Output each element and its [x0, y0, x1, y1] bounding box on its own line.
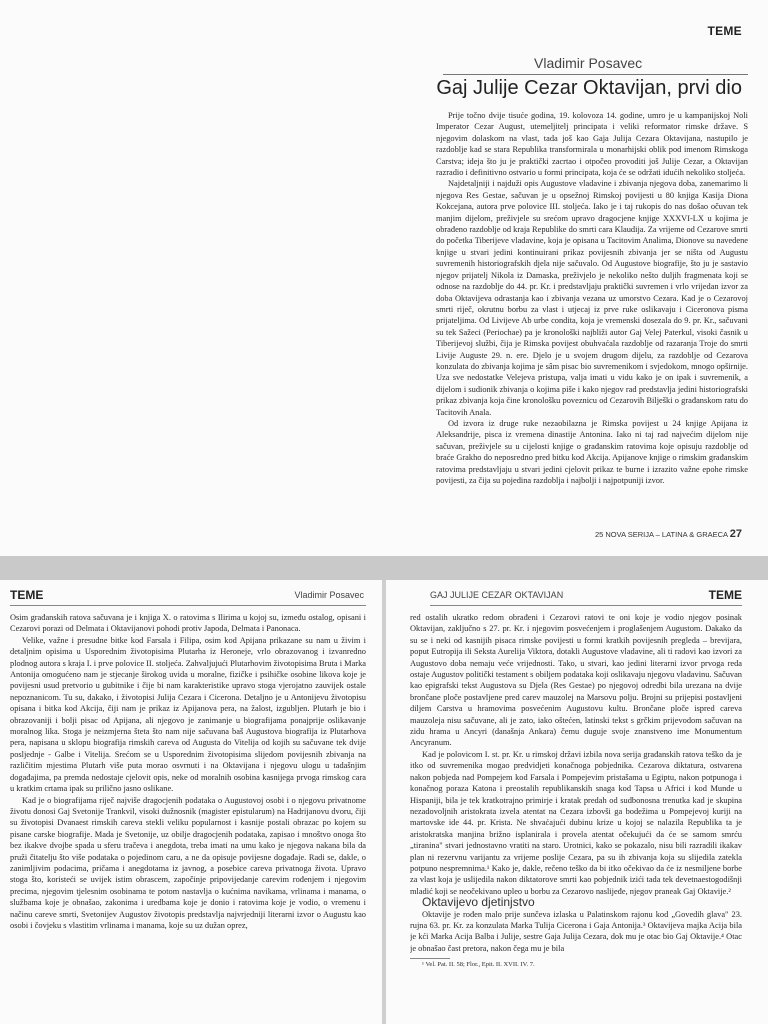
paragraph: Osim građanskih ratova sačuvana je i knjiga X. o ratovima s Ilirima u kojoj su, između ostalog, opisani i Cezarovi porazi od Delmata i Oktavijanovi pohodi protiv Japoda, Delmata i Panonaca. — [10, 613, 366, 634]
column-text — [10, 612, 366, 1024]
title-rule — [443, 74, 748, 75]
column-text — [410, 612, 742, 1024]
footnote-rule — [410, 958, 450, 959]
subheading: Oktavijevo djetinjstvo — [422, 895, 535, 910]
section-tag: TEME — [707, 24, 742, 38]
page-footer — [595, 528, 742, 540]
paragraph: Kad je polovicom I. st. pr. Kr. u rimskoj državi izbila nova serija građanskih ratova teško da je itko od suvremenika mogao predvidjeti konačnoga pobjednika. Cezarova diktatura, ostvarena nakon pobjeda nad Pompejem kod Farsala i Pompejevim pristašama u Egiptu, nakon potpunoga i konačnog poraza Katona i preostalih republikanskih snaga kod Tapsa u Africi i kod Munde u Hispaniji, bila je tek kratkotrajno primirje i kratak predah od sudbonosna trenutka kad je skupina nezadovoljnih aristokrata izvela atentat na Cezara izbovši ga bodežima u Pompejevoj kuriji na martovske ide 44. pr. Krista. Ne shvaćajući dubinu krize u kojoj se nalazila Republika ta je aristokratska manjina brižno isplanirala i provela atentat očekujući da će se samom smrću „tiranina" stvari jednostavno vratiti na staro. Urotnici, kako se pokazalo, nisu bili razradili ikakav plan ni rezervnu varijantu za vrijeme poslije Cezara, pa su ih zbivanja koja su slijedila zatekla potpuno nespremnima.¹ Kako je, dakle, rečeno teško da bi itko očekivao da će iz nesmiljene borbe za vlast koja je uslijedila nakon diktatorove smrti kao pobjednik izići tada tek devetnaestogodišnji mladić koji se neočekivano upleo u borbu za Cezarovo naslijeđe, njegov praneak Gaj Oktavije.² — [410, 749, 742, 896]
bottom-left-page — [0, 580, 382, 1024]
running-author: Vladimir Posavec — [294, 590, 364, 600]
paragraph: Prije točno dvije tisuće godina, 19. kolovoza 14. godine, umro je u kampanijskoj Noli Imperator Cezar August, utemeljitelj principata i veliki reformator rimske države. S njegovim dolaskom na vlast, tada još kao Gaja Julija Cezara Oktavijana, nastupilo je razdoblje kad se stara Republika transformirala u monarhijski oblik pod imenom Rimskoga Carstva; ideja što ju je praktički zacrtao i otpočeo provoditi još Julije Cezar, a Oktavijan razradio i definitivno ostvario u formi principata, koja će se održati idućih nekoliko stoljeća. — [436, 111, 748, 178]
header-rule — [10, 605, 366, 606]
footnote: ¹ Vel. Pat. II. 58; Flor., Epit. II. XVII. IV. 7. — [422, 961, 535, 969]
footer-series: 25 NOVA SERIJA – LATINA & GRAECA — [594, 530, 728, 539]
article-author: Vladimir Posavec — [534, 55, 643, 71]
paragraph: red ostalih ukratko redom obrađeni i Cezarovi ratovi te oni koje je vodio njegov posinak Oktavijan, zaključno s 27. pr. Kr. i njegovim posvećenjem i proglašenjem Augustom. Dakako da su se i neki od kasnijih pisaca rimske povijesti u formi kratkih povijesnih pregleda – brevijara, poput Eutropija ili Seksta Aurelija Viktora, dotakli Augustove vladavine, ali ti radovi kao izvori za Augustovo doba nemaju veće vrijednosti. Tako, u stvari, kao jedini literarni izvor prvoga reda ostaje Augustov politički testament s obiljem podataka koji oslikavaju njegovu vladavinu. Sačuvan kao epigrafski tekst Augustova su Djela (Res Gestae) po njegovoj odredbi bila urezana na dvije brončane ploče postavljene pred carev mauzolej na Marsovu polju. Brojni su prijepisi postavljeni diljem Carstva u hramovima posvećenim Augustovu kultu. Brončane ploče ispred careva mauzoleja nisu sačuvane, ali je zato, iako oštećen, latinski tekst s grčkim prijevodom sačuvan na zidu hrama u Ancyri (današnja Ankara) čemu duguje svoje znanstveno ime Monumentum Ancyranum. — [410, 613, 742, 748]
paragraph: Najdetaljniji i najduži opis Augustove vladavine i zbivanja njegova doba, zanemarimo li njegova Res Gestae, sačuvan je u opsežnoj Rimskoj povijesti u 80 knjiga Kasija Diona Kokcejana, autora prve polovice III. stoljeća. Iako je i taj rukopis do nas došao očuvan tek manjim dijelom, preživjele su srećom upravo dragocjene knjige XXXVI-LX u kojima je obrađeno razdoblje od kraja Republike do smrti cara Klaudija. Za vrijeme od Cezarove smrti do početka Tiberijeve vladavine, koja je opisana u Tacitovim Analima, Dionove su navedene knjige u stvari jedini kontinuirani prikaz povijesnih zbivanja jer se ništa od Augustu suvremenih historiografskih djela nije sačuvalo. Od Augustove biografije, što ju je sastavio njegov prijatelj Nikola iz Damaska, preživjelo je nekoliko nešto duljih fragmenata koji se odnose na razdoblje do 44. pr. Kr. i predstavljaju praktički suvremen i vrlo vrijedan izvor za doba Oktavijeva odrastanja kao i zbivanja vezana uz umorstvo Cezara. Kad je o Cezarovoj smrti riječ, okrutnu borbu za vlast i utjecaj iz prve ruke oslikavaju i Ciceronova pisma prijateljima. Od Livijeve Ab urbe condita, koja je vremenski dosezala do 9. pr. Kr., sačuvani su tek Sažeci (Periochae) pa je kronološki najbliži autor Gaj Velej Paterkul, visoki časnik u Tiberijevoj službi, čija je Rimska povijest obuhvaćala razdoblje od razaranja Troje do smrti Livije Auguste 29. n. ere. Djelo je u svojem drugom dijelu, za razdoblje od Cezarova konzulata do zbivanja kojima je sâm pisac bio suvremenikom i svjedokom, mnogo opširnije. Uza sve nedostatke Velejeva pristupa, valja imati u vidu kako je on ipak i suvremenik, a dijelom i sudionik zbivanja o kojima piše i kako njegov rad predstavlja jedini historiografski prikaz zbivanja koja čine kronološku poveznicu od Cezarovih Bilješki o građanskom ratu do Tacitovih Anala. — [436, 179, 748, 417]
article-body — [436, 110, 748, 525]
section-tag: TEME — [708, 588, 742, 602]
paragraph: Oktavije je rođen malo prije sunčeva izlaska u Palatinskom rajonu kod „Govedih glava" 23. rujna 63. pr. Kr. za konzulata Marka Tulija Cicerona i Gaja Antonija.³ Oktavijeva majka Acija bila je kći Marka Acija Balba i Julije, sestre Gaja Julija Cezara, dok mu je otac bio Gaj Oktavije.⁴ Otac je obnašao čast pretora, nakon čega mu je bila — [410, 909, 742, 953]
paragraph: Kad je o biografijama riječ najviše dragocjenih podataka o Augustovoj osobi i o njegovu privatnome životu donosi Gaj Svetonije Trankvil, visoki dužnosnik (magister epistularum) na Hadrijanovu dvoru, čiji su životopisi Dvanaest rimskih careva stekli veliku popularnost i kasnije postali obrazac po kojem su pisane carske biografije. Mada je Svetonije, uz obilje dragocjenih podataka, zapisao i mnoštvo onoga što bez ikakve dvojbe spada u sferu tračeva i anegdota, treba imati na umu kako je njegova nakana bila da pruži čitatelju što više podataka o pojedinom caru, a ne da opisuje povijesne događaje. Radi se, dakle, o zanimljivim podacima, pričama i anegdotama iz javnog, a posebice careva privatnoga života. Upravo stoga što, koristeći se uvijek istim obrascem, započinje pripovijedanje carevim rođenjem i njegovim precima, njegovim tjelesnim osobinama te potom nastavlja o kućnima navikama, vrlinama i manama, o službama koje je obnašao, zakonima i uredbama koje je donio i ratovima koje je vodio, o vremenu i načinu careve smrti, Svetonijev Augustov životopis predstavlja najvrjedniji literarni izvor o Augustu kao osobi i čovjeku s vlastitim vrlinama i manama, koje su uz dužan oprez, — [10, 795, 366, 930]
bottom-right-page — [386, 580, 768, 1024]
running-title: GAJ JULIJE CEZAR OKTAVIJAN — [430, 590, 564, 600]
article-title: Gaj Julije Cezar Oktavijan, prvi dio — [436, 77, 742, 99]
header-rule — [430, 605, 742, 606]
page-number: 27 — [729, 528, 742, 540]
section-tag: TEME — [10, 588, 44, 602]
page-gutter — [0, 556, 768, 580]
paragraph: Od izvora iz druge ruke nezaobilazna je Rimska povijest u 24 knjige Apijana iz Aleksandrije, pisca iz vremena dinastije Antonina. Iako ni taj rad najvećim dijelom nije sačuvan, preživjele su u cijelosti knjige o građanskim ratovima koje opisuju razdoblje od braće Grakho do neposredno pred bitku kod Akcija. Apijanove knjige o rimskim građanskim ratovima predstavljaju u stvari jedini cjelovit prikaz te burne i izrazito važne epohe rimske povijesti, za čija su pojedina razdoblja i najbolji i najpotpuniji izvor. — [436, 418, 748, 485]
paragraph: Velike, važne i presudne bitke kod Farsala i Filipa, osim kod Apijana prikazane su nam u živim i detaljnim opisima u Usporednim životopisima Plutarha iz Heroneje, vrlo obrazovanog i izvanredno plodnog autora s kraja I. i prve polovice II. stoljeća. Zahvaljujući Plutarhovim životopisima Bruta i Marka Antonija omogućeno nam je stjecanje širokog uvida u moralne, fizičke i psihičke osobine likova koje je povijesni usud pretvorio u gubitnike i čije bi nam karakteristike upravo stoga vjerojatno zauvijek ostale nepoznanicom. Tu su, dakako, i životopisi Julija Cezara i Cicerona. Detaljno je u Antonijevu životopisu opisana i bitka kod Akcija, čiji nam je prikaz iz Apijanova pera, na žalost, izgubljen. Plutarh je bio i obrazovaniji i bolji pisac od Apijana, ali njegovo je zanimanje u biografijama ponajprije oslikavanje moralnog lika. Stoga je neizmjerna šteta što nam nije sačuvana baš Augustova biografija iz Plutarhova pera, napisana u sklopu biografija rimskih careva od Augusta do Vitelija od kojih su sačuvane tek dvije posljednje - Galbe i Vitelija. Srećom se u Usporednim životopisima slijedom povijesnih zbivanja na različitim mjestima Plutarh više puta morao osvrnuti i na Oktavijana i njegovu ulogu u tadašnjim događajima, pa premda nedostaje cjelovit opis, neke od moralnih osobina kasnijega prvoga rimskog cara u kratkim crtama ipak su prilično jasno oslikane. — [10, 635, 366, 794]
